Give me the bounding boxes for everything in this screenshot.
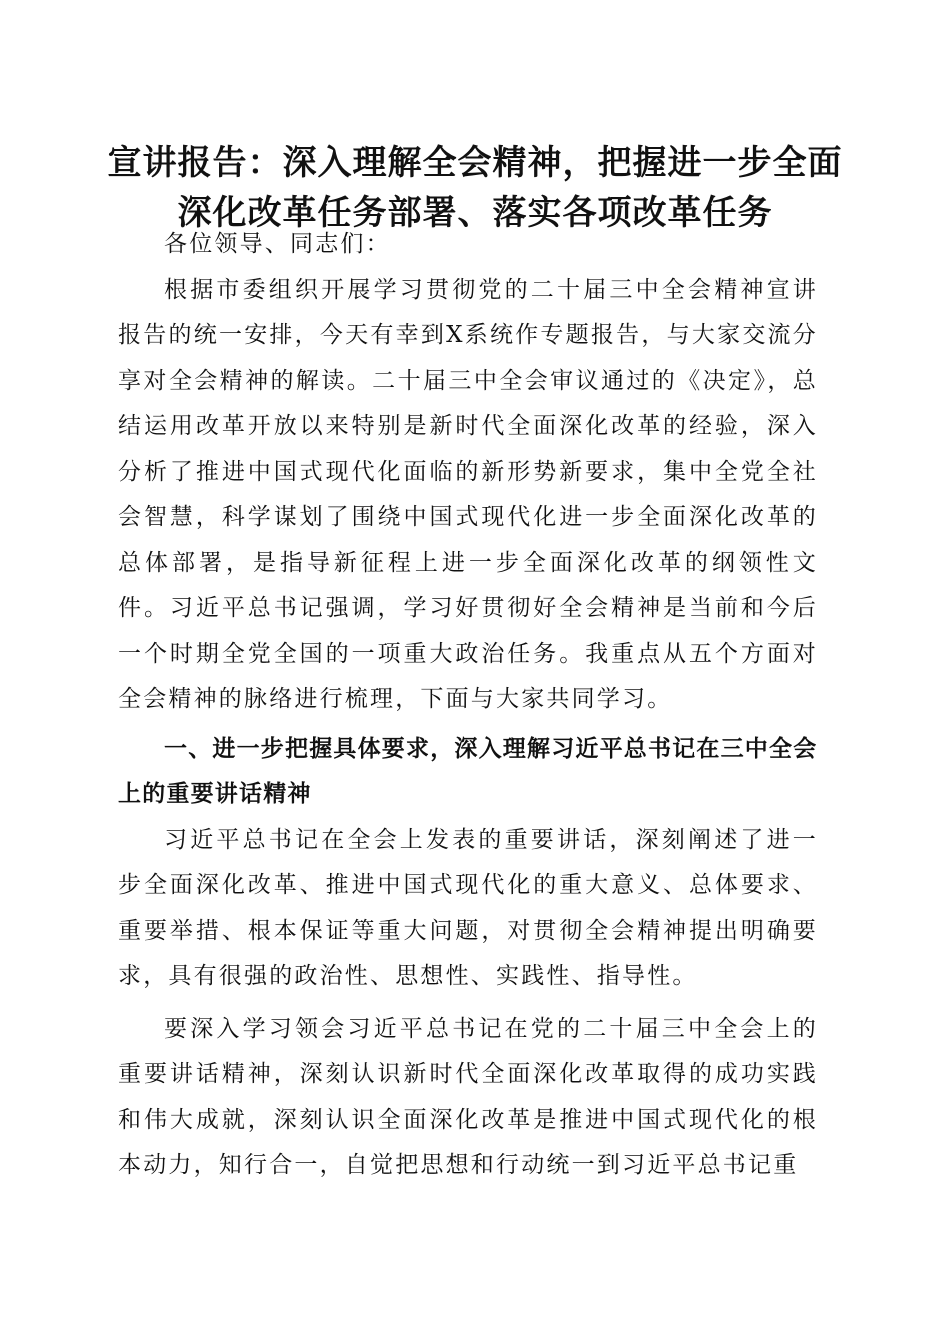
section-1-paragraph-2: 要深入学习领会习近平总书记在党的二十届三中全会上的重要讲话精神，深刻认识新时代全面深化改革取得的成功实践和伟大成就，深刻认识全面深化改革是推进中国式现代化的根本动力，知行合一，自觉把思想和行动统一到习近平总书记重 (118, 1015, 818, 1178)
document-title: 宣讲报告：深入理解全会精神，把握进一步全面深化改革任务部署、落实各项改革任务 (107, 143, 843, 233)
document-body (118, 222, 818, 1189)
section-heading-1: 一、进一步把握具体要求，深入理解习近平总书记在三中全会上的重要讲话精神 (118, 735, 818, 807)
salutation: 各位领导、同志们： (164, 231, 391, 257)
section-1-paragraph-1: 习近平总书记在全会上发表的重要讲话，深刻阐述了进一步全面深化改革、推进中国式现代化的重大意义、总体要求、重要举措、根本保证等重大问题，对贯彻全会精神提出明确要求，具有很强的政治性、思想性、实践性、指导性。 (118, 826, 818, 989)
intro-paragraph: 根据市委组织开展学习贯彻党的二十届三中全会精神宣讲报告的统一安排，今天有幸到X系统作专题报告，与大家交流分享对全会精神的解读。二十届三中全会审议通过的《决定》，总结运用改革开放以来特别是新时代全面深化改革的经验，深入分析了推进中国式现代化面临的新形势新要求，集中全党全社会智慧，科学谋划了围绕中国式现代化进一步全面深化改革的总体部署，是指导新征程上进一步全面深化改革的纲领性文件。习近平总书记强调，学习好贯彻好全会精神是当前和今后一个时期全党全国的一项重大政治任务。我重点从五个方面对全会精神的脉络进行梳理，下面与大家共同学习。 (118, 276, 818, 712)
